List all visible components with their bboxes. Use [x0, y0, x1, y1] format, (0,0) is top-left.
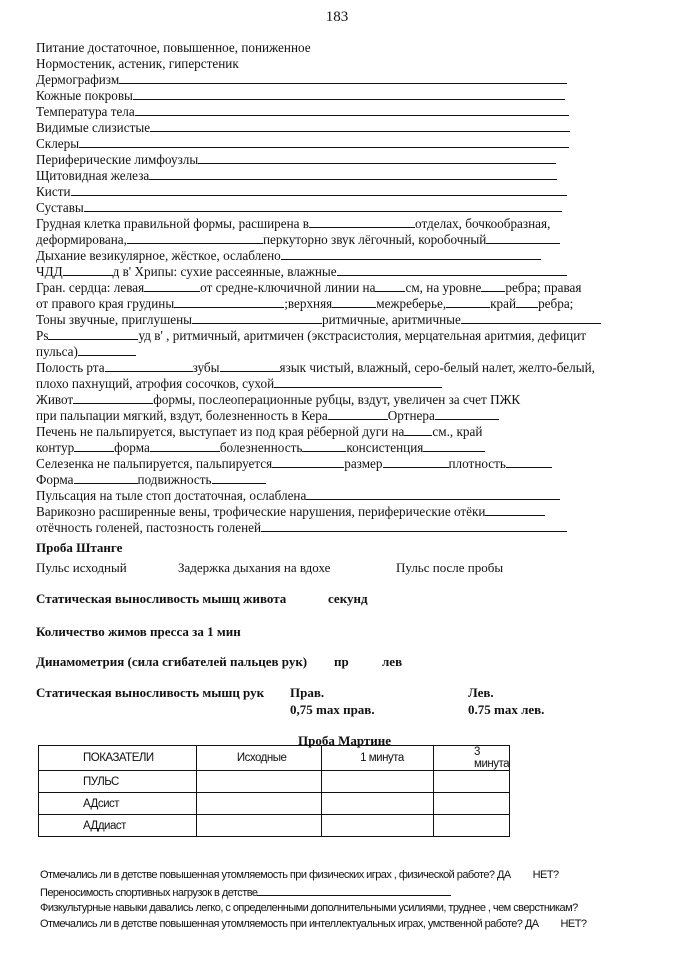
fill-blank[interactable] — [261, 521, 567, 532]
arm-endurance-left: Лев. — [468, 685, 494, 700]
dynamometry-right: пр — [334, 654, 349, 669]
sports-tolerance-line: Переносимость спортивных нагрузок в детстве — [40, 885, 451, 899]
fill-blank[interactable] — [309, 217, 415, 228]
shtange-title: Проба Штанге — [36, 540, 123, 555]
fill-blank[interactable] — [149, 169, 557, 180]
table-cell[interactable] — [322, 771, 434, 793]
fill-blank[interactable] — [281, 249, 541, 260]
thyroid-line: Щитовидная железа — [36, 168, 557, 183]
fill-blank[interactable] — [63, 265, 113, 276]
oral-cavity-line: Полость рта зубы язык чистый, влажный, серо-белый налет, желто-белый, — [36, 360, 595, 375]
foot-pulse-line: Пульсация на тыле стоп достаточная, ослаблена — [36, 488, 560, 503]
hands-line: Кисти — [36, 184, 567, 199]
pulse-deficit-line: пульса) — [36, 344, 136, 359]
arm-endurance-left-max: 0.75 max лев. — [468, 702, 545, 717]
press-count-label: Количество жимов пресса за 1 мин — [36, 624, 241, 639]
table-cell[interactable] — [196, 793, 321, 815]
fill-blank[interactable] — [174, 297, 284, 308]
breath-hold-label: Задержка дыхания на вдохе — [178, 560, 331, 575]
fill-blank[interactable] — [133, 89, 565, 100]
joints-line: Суставы — [36, 200, 562, 215]
fill-blank[interactable] — [332, 297, 376, 308]
fill-blank[interactable] — [506, 457, 552, 468]
table-cell[interactable] — [322, 815, 434, 837]
breathing-line: Дыхание везикулярное, жёсткое, ослаблено — [36, 248, 541, 263]
fill-blank[interactable] — [435, 409, 499, 420]
fill-blank[interactable] — [328, 409, 388, 420]
martine-table — [38, 745, 510, 837]
fill-blank[interactable] — [274, 377, 442, 388]
fill-blank[interactable] — [257, 885, 451, 896]
header-indicators: ПОКАЗАТЕЛИ — [39, 746, 197, 771]
fill-blank[interactable] — [516, 297, 538, 308]
chest-line: Грудная клетка правильной формы, расширена в отделах, бочкообразная, — [36, 216, 551, 231]
constitution-line: Нормостеник, астеник, гиперстеник — [36, 56, 239, 71]
fill-blank[interactable] — [446, 297, 490, 308]
fill-blank[interactable] — [84, 201, 562, 212]
nutrition-line: Питание достаточное, повышенное, пониженное — [36, 40, 311, 55]
table-row — [39, 771, 510, 793]
fill-blank[interactable] — [485, 505, 545, 516]
abdomen-line: Живот формы, послеоперационные рубцы, вздут, увеличен за счет ПЖК — [36, 392, 521, 407]
header-3-minute: 3 минута — [434, 746, 510, 771]
page-number: 183 — [325, 9, 349, 25]
seconds-label: секунд — [328, 591, 368, 606]
fill-blank[interactable] — [48, 329, 138, 340]
respiratory-rate-line: ЧДД д в' Хрипы: сухие рассеянные, влажные — [36, 264, 567, 279]
dynamometry-left: лев — [382, 654, 403, 669]
fill-blank[interactable] — [144, 281, 200, 292]
fill-blank[interactable] — [119, 73, 567, 84]
pulse-line: Ps уд в' , ритмичный, аритмичен (экстрасистолия, мерцательная аритмия, дефицит — [36, 328, 587, 343]
fill-blank[interactable] — [135, 105, 569, 116]
fill-blank[interactable] — [79, 137, 569, 148]
abdominal-endurance-label: Статическая выносливость мышц живота — [36, 591, 287, 606]
tongue-line: плохо пахнущий, атрофия сосочков, сухой — [36, 376, 442, 391]
heart-borders-line-2: от правого края грудины ;верхняя межреберье, край ребра; — [36, 296, 574, 311]
fill-blank[interactable] — [105, 361, 193, 372]
sclera-line: Склеры — [36, 136, 569, 151]
fill-blank[interactable] — [272, 457, 344, 468]
dynamometry-label: Динамометрия (сила сгибателей пальцев рук) — [36, 654, 308, 669]
mucosa-line: Видимые слизистые — [36, 120, 570, 135]
row-label-diastolic: АДдиаст — [39, 815, 197, 837]
row-label-systolic: АДсист — [39, 793, 197, 815]
table-row — [39, 746, 510, 771]
arm-endurance-right: Прав. — [290, 685, 325, 700]
fill-blank[interactable] — [461, 313, 601, 324]
liver-line: Печень не пальпируется, выступает из под края рёберной дуги на см., край — [36, 424, 483, 439]
heart-tones-line: Тоны звучные, приглушены ритмичные, аритмичные — [36, 312, 601, 327]
fill-blank[interactable] — [220, 361, 280, 372]
header-initial: Исходные — [196, 746, 321, 771]
header-1-minute: 1 минута — [322, 746, 434, 771]
table-row — [39, 793, 510, 815]
fill-blank[interactable] — [383, 457, 449, 468]
pe-skills-question: Физкультурные навыки давались легко, с определенными дополнительными усилиями, труднее , чем сверстникам? — [40, 902, 578, 914]
table-cell[interactable] — [196, 815, 321, 837]
fill-blank[interactable] — [127, 233, 263, 244]
table-cell[interactable] — [322, 793, 434, 815]
martine-title: Проба Мартине — [298, 733, 392, 748]
table-row — [39, 815, 510, 837]
table-cell[interactable] — [434, 815, 510, 837]
fill-blank[interactable] — [337, 265, 567, 276]
fatigue-intellectual-question: Отмечались ли в детстве повышенная утомляемость при интеллектуальных играх, умственной работе? ДА НЕТ? — [40, 918, 587, 930]
fill-blank[interactable] — [192, 313, 322, 324]
temperature-line: Температура тела — [36, 104, 569, 119]
fill-blank[interactable] — [404, 425, 432, 436]
fill-blank[interactable] — [74, 473, 138, 484]
fill-blank[interactable] — [375, 281, 405, 292]
fatigue-physical-question: Отмечались ли в детстве повышенная утомляемость при физических играх , физической работе? ДА НЕТ? — [40, 869, 559, 881]
palpation-line: при пальпации мягкий, вздут, болезненность в Кера Ортнера — [36, 408, 499, 423]
arm-endurance-right-max: 0,75 max прав. — [290, 702, 375, 717]
fill-blank[interactable] — [71, 185, 567, 196]
varicose-line: Варикозно расширенные вены, трофические нарушения, периферические отёки — [36, 504, 545, 519]
skin-line: Кожные покровы — [36, 88, 565, 103]
lymph-nodes-line: Периферические лимфоузлы — [36, 152, 556, 167]
table-cell[interactable] — [434, 793, 510, 815]
fill-blank[interactable] — [423, 441, 485, 452]
table-cell[interactable] — [434, 771, 510, 793]
fill-blank[interactable] — [73, 393, 153, 404]
row-label-pulse: ПУЛЬС — [39, 771, 197, 793]
fill-blank[interactable] — [78, 345, 136, 356]
fill-blank[interactable] — [302, 441, 346, 452]
percussion-line: деформирована, перкуторно звук лёгочный, коробочный — [36, 232, 560, 247]
fill-blank[interactable] — [486, 233, 560, 244]
pulse-initial-label: Пульс исходный — [36, 560, 127, 575]
liver-props-line: контур форма болезненность консистенция — [36, 440, 485, 455]
dermographism-line: Дермографизм — [36, 72, 567, 87]
heart-borders-line: Гран. сердца: левая от средне-ключичной линии на см, на уровне ребра; правая — [36, 280, 582, 295]
fill-blank[interactable] — [150, 121, 570, 132]
spleen-form-line: Форма подвижность — [36, 472, 266, 487]
arm-endurance-label: Статическая выносливость мышц рук — [36, 685, 265, 700]
spleen-line: Селезенка не пальпируется, пальпируется размер плотность — [36, 456, 552, 471]
table-cell[interactable] — [196, 771, 321, 793]
edema-line: отёчность голеней, пастозность голеней — [36, 520, 567, 535]
fill-blank[interactable] — [74, 441, 114, 452]
fill-blank[interactable] — [150, 441, 220, 452]
fill-blank[interactable] — [306, 489, 560, 500]
pulse-after-label: Пульс после пробы — [396, 560, 504, 575]
fill-blank[interactable] — [212, 473, 266, 484]
fill-blank[interactable] — [198, 153, 556, 164]
fill-blank[interactable] — [481, 281, 505, 292]
